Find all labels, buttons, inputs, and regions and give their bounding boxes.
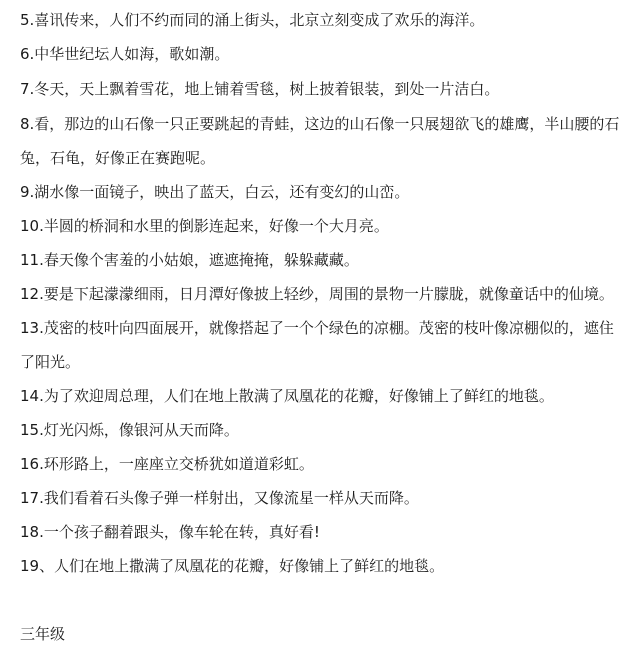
text-line: 兔，石龟，好像正在赛跑呢。 (20, 149, 216, 167)
text-line: 9.湖水像一面镜子，映出了蓝天，白云，还有变幻的山峦。 (20, 183, 410, 201)
text-line: 了阳光。 (20, 353, 81, 371)
section-heading: 三年级 (20, 625, 66, 643)
text-line: 7.冬天，天上飘着雪花，地上铺着雪毯，树上披着银装，到处一片洁白。 (20, 80, 500, 98)
text-line: 12.要是下起濛濛细雨，日月潭好像披上轻纱，周围的景物一片朦胧，就像童话中的仙境。 (20, 285, 614, 303)
text-line: 6.中华世纪坛人如海，歌如潮。 (20, 45, 230, 63)
text-line: 18.一个孩子翻着跟头，像车轮在转，真好看! (20, 523, 320, 541)
text-line: 19、人们在地上撒满了凤凰花的花瓣，好像铺上了鲜红的地毯。 (20, 557, 445, 575)
text-line: 13.茂密的枝叶向四面展开，就像搭起了一个个绿色的凉棚。茂密的枝叶像凉棚似的，遮住 (20, 319, 614, 337)
text-line: 16.环形路上，一座座立交桥犹如道道彩虹。 (20, 455, 314, 473)
text-line: 10.半圆的桥洞和水里的倒影连起来，好像一个大月亮。 (20, 217, 389, 235)
text-line: 5.喜讯传来，人们不约而同的涌上街头，北京立刻变成了欢乐的海洋。 (20, 11, 485, 29)
text-line: 14.为了欢迎周总理，人们在地上散满了凤凰花的花瓣，好像铺上了鲜红的地毯。 (20, 387, 554, 405)
text-line: 11.春天像个害羞的小姑娘，遮遮掩掩，躲躲藏藏。 (20, 251, 359, 269)
text-line: 15.灯光闪烁，像银河从天而降。 (20, 421, 239, 439)
text-line: 8.看，那边的山石像一只正要跳起的青蛙，这边的山石像一只展翅欲飞的雄鹰，半山腰的石 (20, 115, 620, 133)
text-line: 17.我们看着石头像子弹一样射出，又像流星一样从天而降。 (20, 489, 419, 507)
